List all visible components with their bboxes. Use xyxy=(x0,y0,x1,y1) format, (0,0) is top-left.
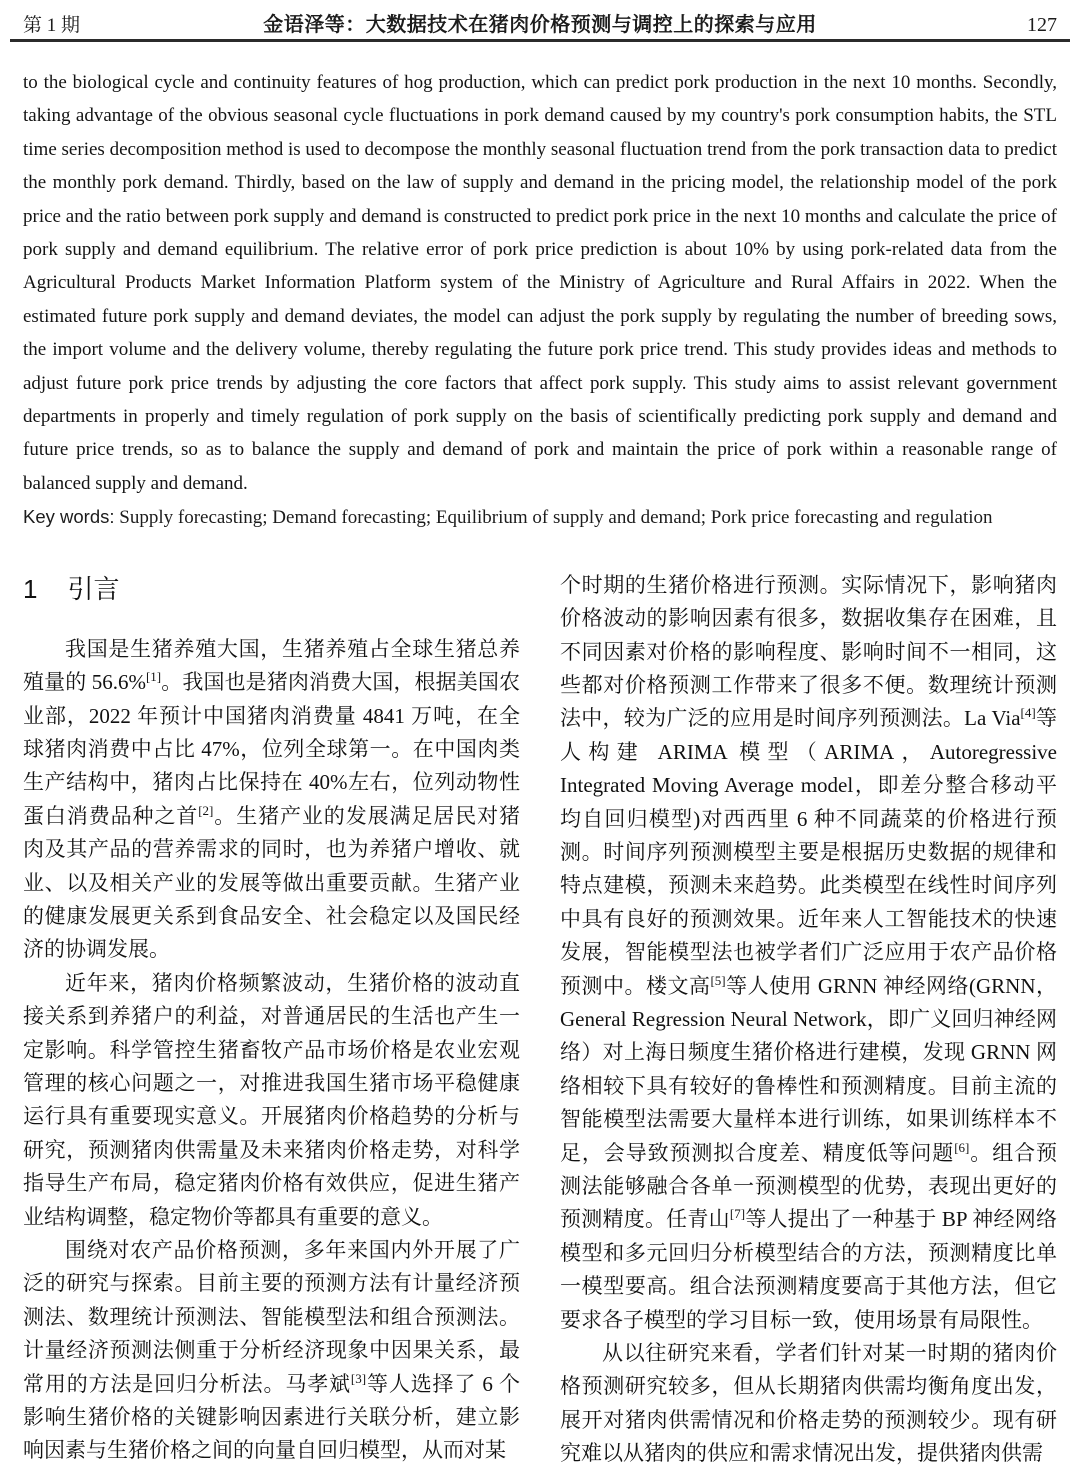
text-run: 等人选择了 6 个影响生猪价格的关键影响因素进行关联分析，建立影响因素与生猪价格之间的向量自回归模型，从而对某 xyxy=(23,1371,521,1463)
citation-ref: [4] xyxy=(1020,705,1036,721)
text-run: 。生猪产业的发展满足居民对猪肉及其产品的营养需求的同时，也为养猪户增收、就业、以及相关产业的发展等做出重要贡献。生猪产业的健康发展更关系到食品安全、社会稳定以及国民经济的协调发展。 xyxy=(23,803,521,962)
text-run: 。组合预测法能够融合各单一预测模型的优势，表现出更好的预测精度。任青山 xyxy=(560,1140,1058,1232)
text-run: 近年来，猪肉价格频繁波动，生猪价格的波动直接关系到养猪户的利益，对普通居民的生活也产生一定影响。科学管控生猪畜牧产品市场价格是农业宏观管理的核心问题之一，对推进我国生猪市场平稳健康运行具有重要现实意义。开展猪肉价格趋势的分析与研究，预测猪肉供需量及未来猪肉价格走势，对科学指导生产布局，稳定猪肉价格有效供应，促进生猪产业结构调整，稳定物价等都具有重要的意义。 xyxy=(23,970,520,1229)
running-title: 金语泽等：大数据技术在猪肉价格预测与调控上的探索与应用 xyxy=(263,14,817,36)
header-rule xyxy=(10,39,1070,42)
section-title: 引言 xyxy=(67,573,120,604)
left-column xyxy=(23,569,520,1471)
text-run: 等人提出了一种基于 BP 神经网络模型和多元回归分析模型结合的方法，预测精度比单一模型要高。组合法预测精度要高于其他方法，但它要求各子模型的学习目标一致，使用场景有局限性。 xyxy=(560,1207,1058,1332)
body-paragraph xyxy=(23,967,520,1234)
body-paragraph xyxy=(23,633,520,967)
keywords-line xyxy=(23,500,1057,534)
keywords-label: Key words: xyxy=(23,506,115,528)
text-run: 围绕对农产品价格预测，多年来国内外开展了广泛的研究与探索。目前主要的预测方法有计量经济预测法、数理统计预测法、智能模型法和组合预测法。计量经济预测法侧重于分析经济现象中因果关系，最常用的方法是回归分析法。马孝斌 xyxy=(23,1238,520,1396)
citation-ref: [7] xyxy=(729,1206,746,1222)
citation-ref: [2] xyxy=(198,802,214,818)
text-run: 我国是生猪养殖大国，生猪养殖占全球生猪总养殖量的 56.6% xyxy=(23,636,520,695)
two-column-body xyxy=(23,569,1057,1471)
body-paragraph xyxy=(23,1234,520,1468)
text-run: 。我国也是猪肉消费大国，根据美国农业部，2022 年预计中国猪肉消费量 4841 万吨，在全球猪肉消费中占比 47%，位列全球第一。在中国肉类生产结构中，猪肉占比保持在 40%左右，位列动物性蛋白消费品种之首 xyxy=(23,670,520,828)
text-run: 个时期的生猪价格进行预测。实际情况下，影响猪肉价格波动的影响因素有很多，数据收集存在困难，且不同因素对价格的影响程度、影响时间不一相同，这些都对价格预测工作带来了很多不便。数理统计预测法中，较为广泛的应用是时间序列预测法。La Via xyxy=(560,572,1057,731)
issue-label: 第 1 期 xyxy=(23,15,81,36)
body-paragraph xyxy=(560,1337,1057,1471)
section-number: 1 xyxy=(23,573,38,604)
text-run: 等人使用 GRNN 神经网络(GRNN，General Regression Neural Network，即广义回归神经网络）对上海日频度生猪价格进行建模，发现 GRNN 网络相较下具有较好的鲁棒性和预测精度。目前主流的智能模型法需要大量样本进行训练，如果训练样本不足，会导致预测拟合度差、精度低等问题 xyxy=(560,973,1058,1165)
body-paragraph xyxy=(560,569,1057,1337)
journal-running-header xyxy=(23,8,1057,34)
citation-ref: [6] xyxy=(954,1139,970,1155)
citation-ref: [3] xyxy=(350,1370,367,1386)
citation-ref: [1] xyxy=(145,669,162,685)
right-column xyxy=(560,569,1057,1471)
citation-ref: [5] xyxy=(710,972,726,988)
text-run: 等人构建 ARIMA 模型（ARIMA，Autoregressive Integrated Moving Average model，即差分整合移动平均自回归模型)对西西里 6 种不同蔬菜的价格进行预测。时间序列预测模型主要是根据历史数据的规律和特点建模，预测未来趋势。此类模型在线性时间序列中具有良好的预测效果。近年来人工智能技术的快速发展，智能模型法也被学者们广泛应用于农产品价格预测中。楼文高 xyxy=(560,706,1058,998)
text-run: 从以往研究来看，学者们针对某一时期的猪肉价格预测研究较多，但从长期猪肉供需均衡角度出发，展开对猪肉供需情况和价格走势的预测较少。现有研究难以从猪肉的供应和需求情况出发，提供猪肉供需 xyxy=(560,1341,1057,1466)
page-number: 127 xyxy=(1027,14,1057,36)
section-heading-introduction xyxy=(23,571,520,607)
keywords-text: Supply forecasting; Demand forecasting; Equilibrium of supply and demand; Pork price forecasting and regulation xyxy=(114,507,993,529)
abstract-continuation: to the biological cycle and continuity features of hog production, which can predict pork production in the next 10 months. Secondly, taking advantage of the obvious seasonal cycle fluctuations in pork demand caused by my country's pork consumption habits, the STL time series decomposition method is used to decompose the monthly seasonal fluctuation trend from the pork transaction data to predict the monthly pork demand. Thirdly, based on the law of supply and demand in the pricing model, the relationship model of the pork price and the ratio between pork supply and demand is constructed to predict pork price in the next 10 months and calculate the price of pork supply and demand equilibrium. The relative error of pork price prediction is about 10% by using pork-related data from the Agricultural Products Market Information Platform system of the Ministry of Agriculture and Rural Affairs in 2022. When the estimated future pork supply and demand deviates, the model can adjust the pork supply by regulating the number of breeding sows, the import volume and the delivery volume, thereby regulating the future pork price trend. This study provides ideas and methods to adjust future pork price trends by adjusting the core factors that affect pork supply. This study aims to assist relevant government departments in properly and timely regulation of pork supply on the basis of scientifically predicting pork supply and demand and future price trends, so as to balance the supply and demand of pork and maintain the price of pork within a reasonable range of balanced supply and demand. xyxy=(23,72,1057,494)
